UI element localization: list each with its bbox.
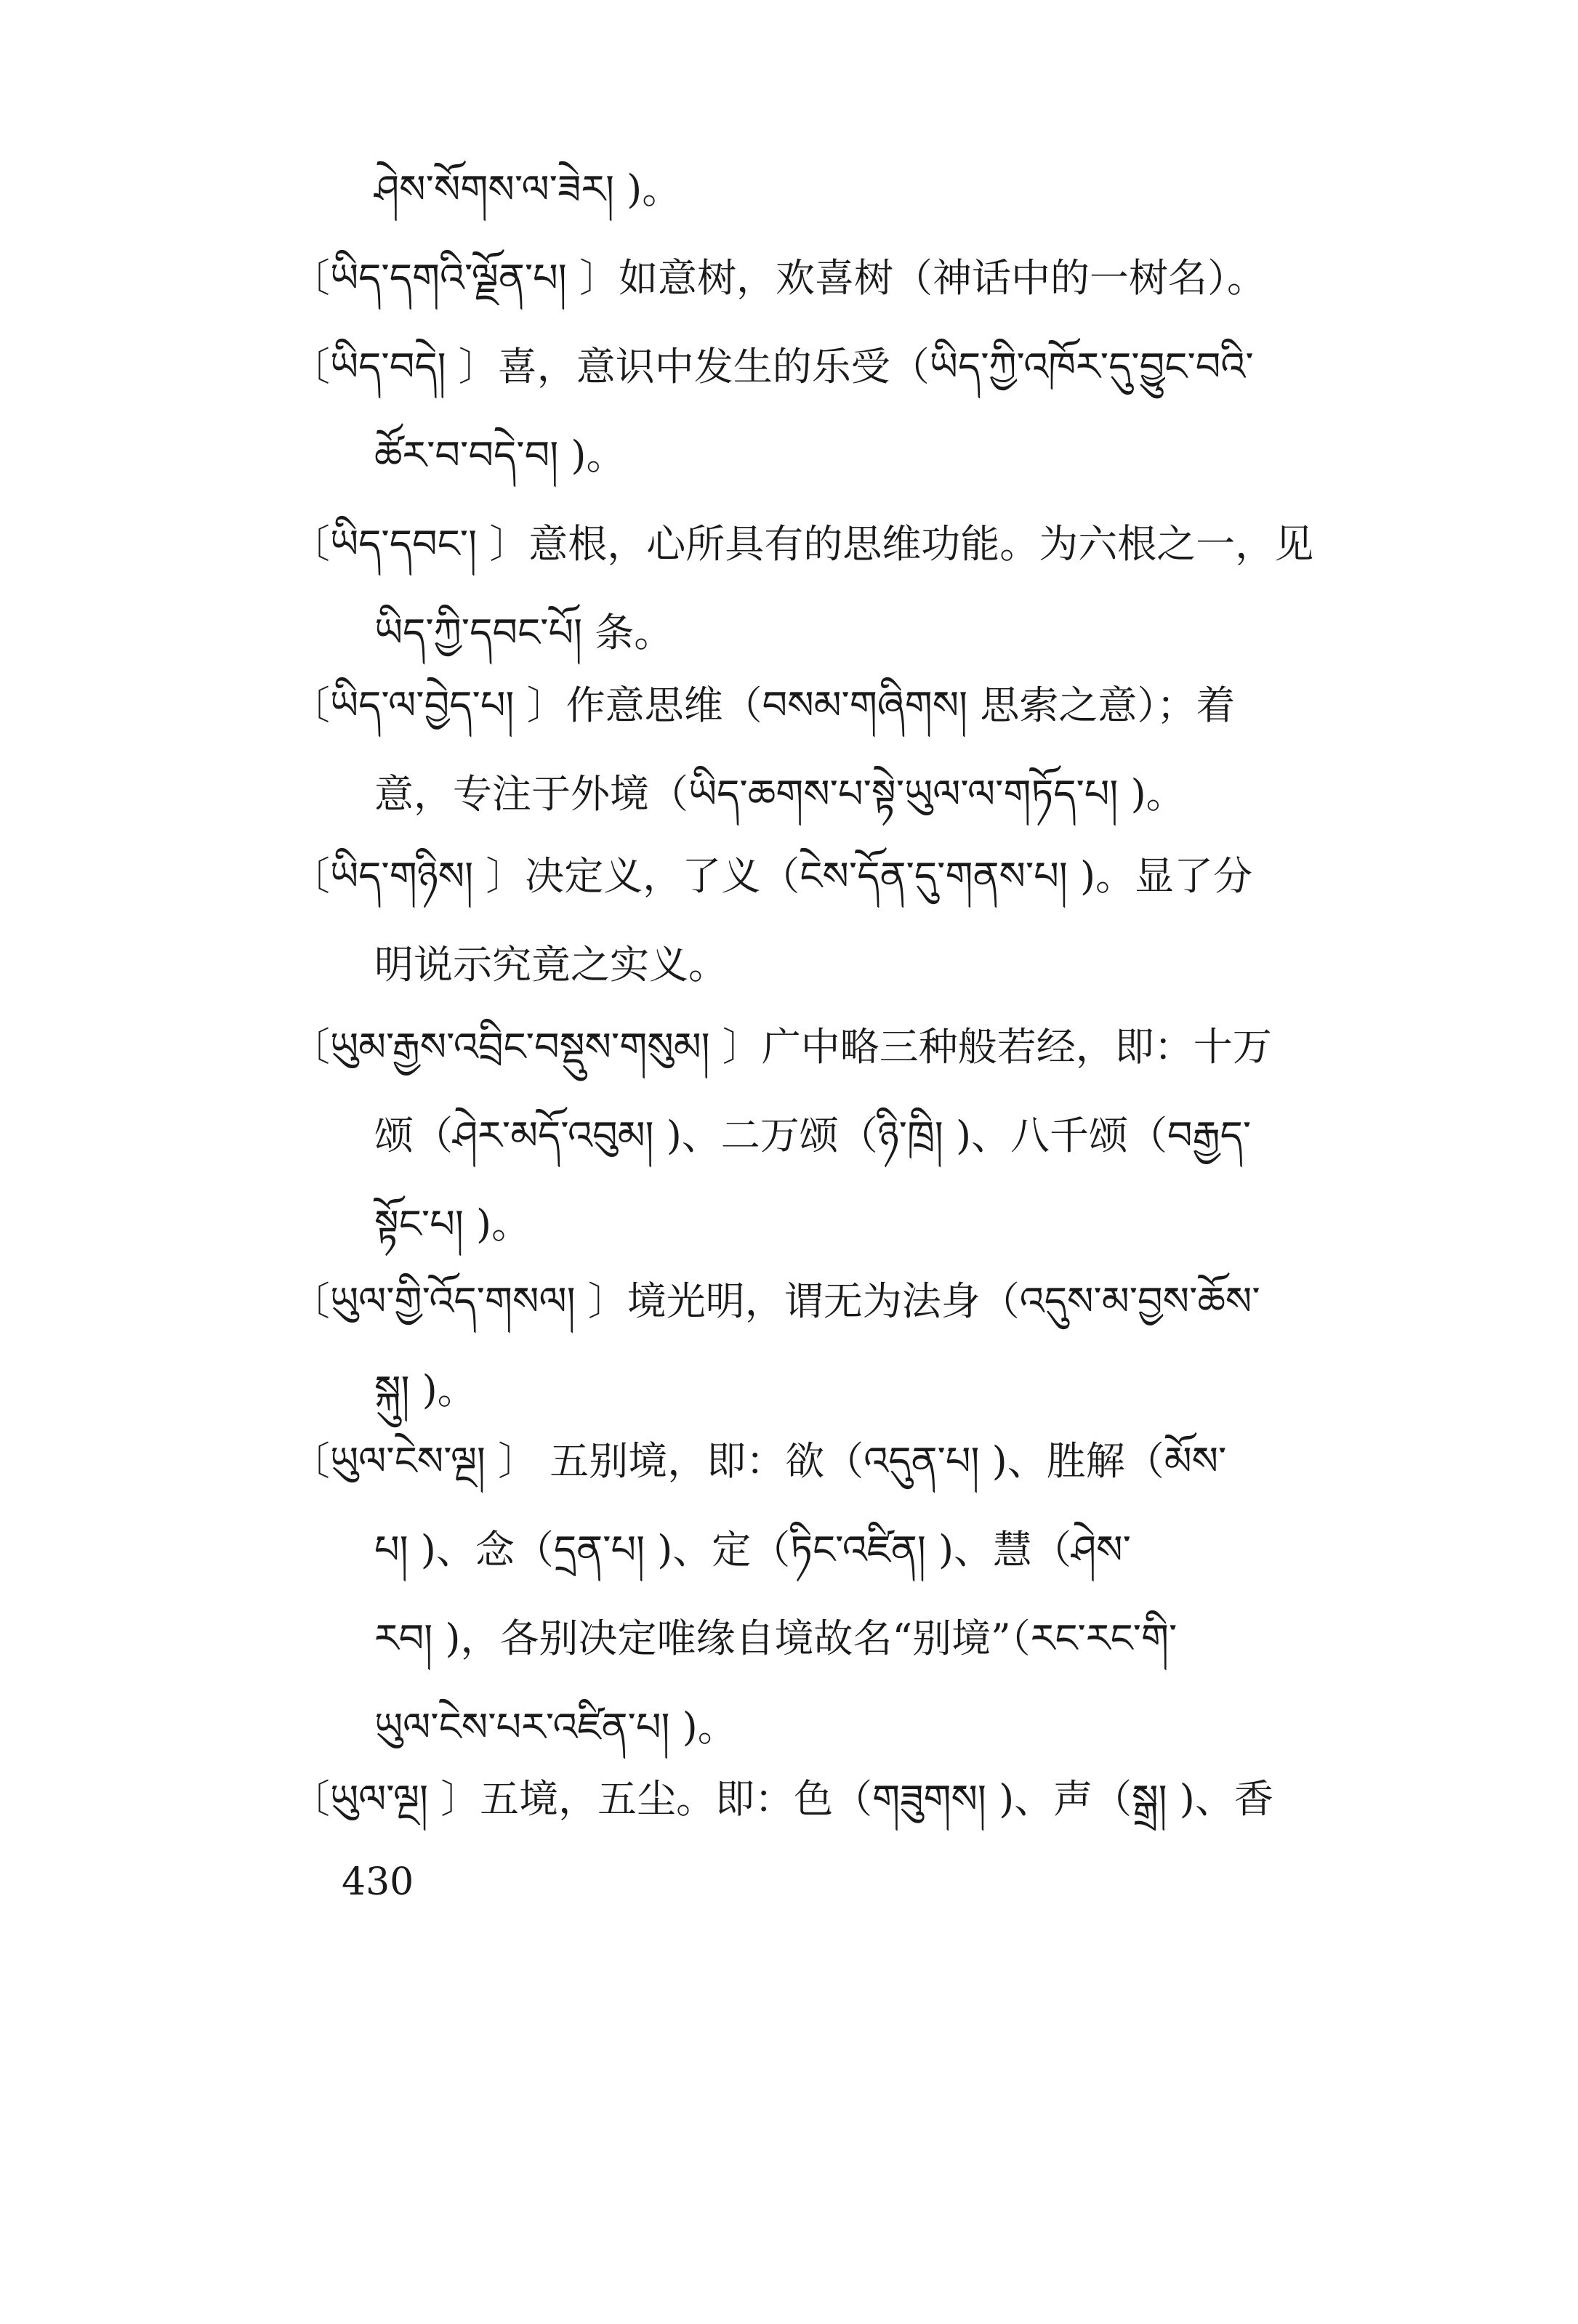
entry-yum-rgyas bbox=[291, 1003, 1410, 1269]
entry-yid-dgai-ljon-pa bbox=[291, 234, 1410, 323]
entry-line: ཚོར་བ་བདེ་བ། )。 bbox=[374, 432, 626, 478]
entry-continuation bbox=[291, 145, 1410, 234]
entry-line: 明说示究竟之实义。 bbox=[374, 942, 728, 988]
entry-yid-dbang bbox=[291, 500, 1410, 677]
entry-line: ཤེས་སོགས་ལ་ཟེར། )。 bbox=[374, 166, 682, 212]
entry-line: 颂（ཤེར་མདོ་འབུམ། )、二万颂（ཉི་ཁྲི། )、八千颂（བརྒྱད་ bbox=[374, 1113, 1252, 1158]
entry-yid-bde bbox=[291, 323, 1410, 500]
entry-line: སྟོང་པ། )。 bbox=[374, 1201, 531, 1247]
entry-line: སྐུ། )。 bbox=[374, 1367, 477, 1413]
entry-yid-gnyis bbox=[291, 832, 1410, 1009]
entry-line: རབ། )，各别决定唯缘自境故名“别境”（རང་རང་གི་ bbox=[374, 1615, 1178, 1661]
entry-line: 意，专注于外境（ཡིད་ཆགས་པ་སྟེ་ཡུལ་ལ་གཏོད་པ། )。 bbox=[374, 771, 1185, 817]
entry-headword-line: 〔ཡུལ་ལྔ། 〕五境，五尘。即：色（གཟུགས། )、声（སྒྲ། )、香 bbox=[291, 1776, 1273, 1822]
entry-yul-nges-lnga bbox=[291, 1417, 1410, 1772]
entry-line: ཡིད་ཀྱི་དབང་པོ། 条。 bbox=[374, 610, 674, 655]
entry-headword-line: 〔ཡིད་དགའི་ལྗོན་པ། 〕如意树，欢喜树（神话中的一树名）。 bbox=[291, 255, 1266, 301]
entry-headword-line: 〔ཡུམ་རྒྱས་འབྲིང་བསྡུས་གསུམ། 〕广中略三种般若经，即：十万 bbox=[291, 1024, 1272, 1070]
entry-headword-line: 〔ཡིད་བདེ། 〕喜，意识中发生的乐受（ཡིད་ཀྱི་འཁོར་དུ་བྱུང་བའི་ bbox=[291, 344, 1254, 390]
entry-headword-line: 〔ཡིད་གཉིས། 〕决定义，了义（ངེས་དོན་དུ་གནས་པ། )。显了分 bbox=[291, 853, 1253, 899]
entry-headword-line: 〔ཡིད་དབང་། 〕意根，心所具有的思维功能。为六根之一，见 bbox=[291, 521, 1314, 567]
entry-line: ཡུལ་ངེས་པར་འཛིན་པ། )。 bbox=[374, 1704, 737, 1750]
entry-line: པ། )、念（དྲན་པ། )、定（ཏིང་འཛིན། )、慧（ཤེས་ bbox=[374, 1527, 1131, 1573]
entry-yul-gyi-od-gsal bbox=[291, 1257, 1410, 1435]
entry-yul-lnga bbox=[291, 1755, 1410, 1844]
entry-headword-line: 〔ཡིད་ལ་བྱེད་པ། 〕作意思维（བསམ་གཞིགས། 思索之意）；着 bbox=[291, 682, 1236, 728]
page-number: 430 bbox=[342, 1860, 414, 1904]
entry-yid-la-byed-pa bbox=[291, 661, 1410, 839]
entry-headword-line: 〔ཡུལ་གྱི་འོད་གསལ། 〕境光明，谓无为法身（འདུས་མ་བྱས་ཆོས་ bbox=[291, 1278, 1260, 1324]
entry-headword-line: 〔ཡུལ་ངེས་ལྔ། 〕 五别境，即：欲（འདུན་པ། )、胜解（མོས་ bbox=[291, 1438, 1227, 1484]
